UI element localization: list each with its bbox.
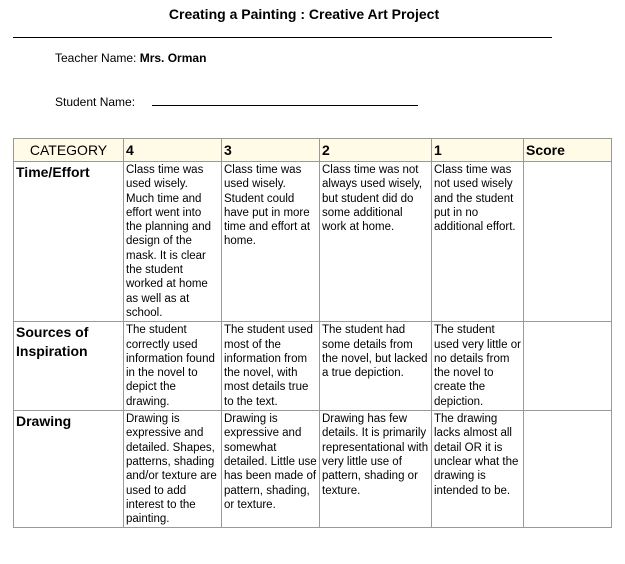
teacher-name-label: Teacher Name: [55,51,137,65]
student-name-blank [152,93,418,106]
row-cell-level-1: The student used very little or no details from the novel to create the depiction. [432,322,524,411]
header-level-1: 1 [432,139,524,162]
row-cell-level-2: Class time was not always used wisely, but student did do some additional work at home. [320,162,432,322]
header-level-4: 4 [124,139,222,162]
rubric-row-drawing [14,411,612,528]
row-cell-level-3: Class time was used wisely. Student could have put in more time and effort at home. [222,162,320,322]
title-divider [13,37,552,38]
row-cell-level-3: Drawing is expressive and somewhat detailed. Little use has been made of pattern, shading, or texture. [222,411,320,528]
row-cell-level-1: The drawing lacks almost all detail OR it is unclear what the drawing is intended to be. [432,411,524,528]
rubric-header-row [14,139,612,162]
row-cell-level-4: Drawing is expressive and detailed. Shapes, patterns, shading and/or texture are used to add interest to the painting. [124,411,222,528]
row-cell-level-4: The student correctly used information found in the novel to depict the drawing. [124,322,222,411]
row-cell-level-1: Class time was not used wisely and the student put in no additional effort. [432,162,524,322]
student-name-line [55,93,418,109]
row-cell-level-2: The student had some details from the novel, but lacked a true depiction. [320,322,432,411]
teacher-name-value: Mrs. Orman [139,51,207,65]
row-category: Time/Effort [14,162,124,322]
student-name-label: Student Name: [55,95,136,109]
row-score-cell [524,322,612,411]
teacher-name-line [55,51,206,65]
row-category: Sources of Inspiration [14,322,124,411]
rubric-table [13,138,612,528]
row-cell-level-4: Class time was used wisely. Much time and effort went into the planning and design of the mask. It is clear the student worked at home as well as at school. [124,162,222,322]
header-level-3: 3 [222,139,320,162]
header-category: CATEGORY [14,139,124,162]
row-score-cell [524,162,612,322]
header-score: Score [524,139,612,162]
header-level-2: 2 [320,139,432,162]
rubric-row-time-effort [14,162,612,322]
row-score-cell [524,411,612,528]
row-cell-level-3: The student used most of the information from the novel, with most details true to the text. [222,322,320,411]
rubric-row-sources-of-inspiration [14,322,612,411]
page-title: Creating a Painting : Creative Art Project [168,6,440,22]
row-cell-level-2: Drawing has few details. It is primarily representational with very little use of pattern, shading or texture. [320,411,432,528]
row-category: Drawing [14,411,124,528]
